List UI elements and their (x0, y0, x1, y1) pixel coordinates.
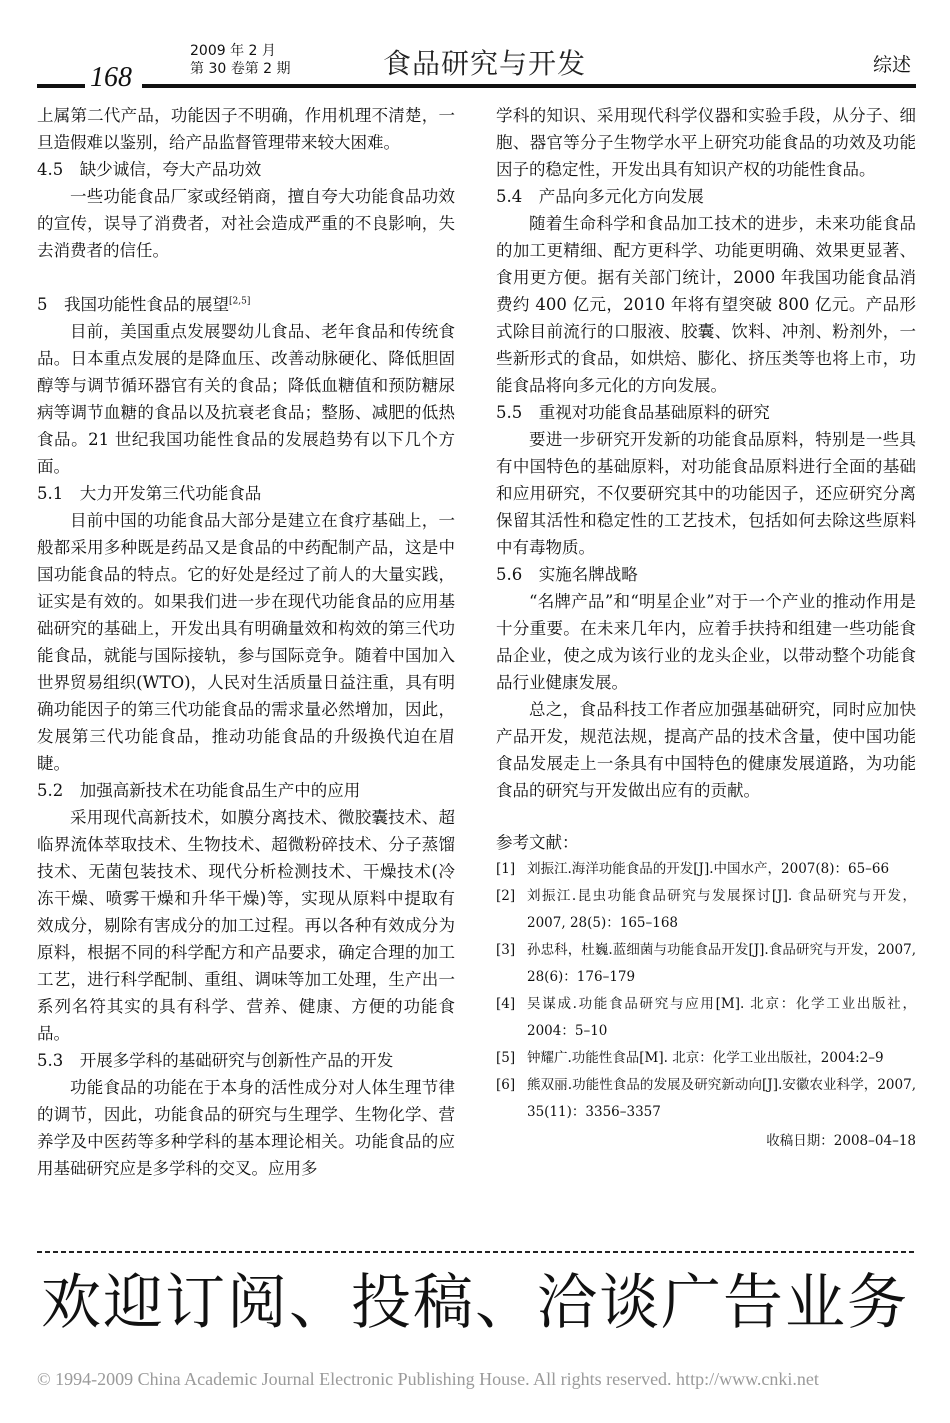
references-heading: 参考文献： (496, 833, 579, 852)
paragraph: 要进一步研究开发新的功能食品原料，特别是一些具有中国特色的基础原料，对功能食品原料进行全面的基础和应用研究，不仅要研究其中的功能因子，还应研究分离保留其活性和稳定性的工艺技术，包括如何去除这些原料中有毒物质。 (496, 430, 916, 557)
reference-number: [4] (496, 996, 516, 1012)
reference-item (496, 1045, 916, 1072)
subscription-banner: 欢迎订阅、投稿、洽谈广告业务 (41, 1268, 909, 1338)
reference-list (496, 856, 916, 1126)
header-rule-right (142, 84, 916, 88)
page-header (0, 0, 950, 100)
reference-item (496, 937, 916, 991)
section-heading-5-1: 5.1 大力开发第三代功能食品 (37, 484, 262, 503)
journal-title: 食品研究与开发 (383, 47, 587, 80)
paragraph: 功能食品的功能在于本身的活性成分对人体生理节律的调节，因此，功能食品的研究与生理学、生物化学、营养学及中医药等多种学科的基本理论相关。功能食品的应用基础研究应是多学科的交叉。应用多 (37, 1078, 455, 1178)
reference-text: 熊双丽.功能性食品的发展及研究新动向[J].安徽农业科学，2007, 35(11)：3356–3357 (527, 1077, 916, 1120)
reference-number: [1] (496, 861, 516, 877)
reference-number: [5] (496, 1050, 516, 1066)
section-heading-5-5: 5.5 重视对功能食品基础原料的研究 (496, 403, 770, 422)
paragraph: 一些功能食品厂家或经销商，擅自夸大功能食品功效的宣传，误导了消费者，对社会造成严重的不良影响，失去消费者的信任。 (37, 187, 455, 260)
reference-text: 刘振江.海洋功能食品的开发[J].中国水产，2007(8)：65–66 (527, 861, 890, 877)
issue-info (190, 42, 291, 78)
section-heading-4-5: 4.5 缺少诚信，夸大产品功效 (37, 160, 262, 179)
page-number: 168 (90, 62, 132, 93)
reference-text: 刘振江.昆虫功能食品研究与发展探讨[J]. 食品研究与开发，2007, 28(5)：165–168 (527, 888, 916, 931)
paragraph: 总之，食品科技工作者应加强基础研究，同时应加快产品开发，规范法规，提高产品的技术含量，使中国功能食品发展走上一条具有中国特色的健康发展道路，为功能食品的研究与开发做出应有的贡献。 (496, 700, 916, 800)
section-heading-5-6: 5.6 实施名牌战略 (496, 565, 638, 584)
section-heading-5 (37, 291, 455, 318)
reference-number: [3] (496, 942, 516, 958)
citation-marker: [2,5] (229, 296, 251, 307)
section-heading-5-3: 5.3 开展多学科的基础研究与创新性产品的开发 (37, 1051, 394, 1070)
reference-item (496, 991, 916, 1045)
paragraph: 采用现代高新技术，如膜分离技术、微胶囊技术、超临界流体萃取技术、生物技术、超微粉碎技术、分子蒸馏技术、无菌包装技术、现代分析检测技术、干燥技术(冷冻干燥、喷雾干燥和升华干燥)等，实现从原料中提取有效成分，剔除有害成分的加工过程。再以各种有效成分为原料，根据不同的科学配方和产品要求，确定合理的加工工艺，进行科学配制、重组、调味等加工处理，生产出一系列名符其实的具有科学、营养、健康、方便的功能食品。 (37, 808, 455, 1043)
section-heading-5-2: 5.2 加强高新技术在功能食品生产中的应用 (37, 781, 361, 800)
section-heading-5-text: 5 我国功能性食品的展望 (37, 295, 229, 314)
copyright-footer: © 1994-2009 China Academic Journal Electronic Publishing House. All rights reserved. http://www.cnki.net (37, 1369, 819, 1389)
received-date: 收稿日期：2008–04–18 (766, 1133, 916, 1149)
right-column (496, 102, 916, 1155)
reference-number: [2] (496, 888, 516, 904)
section-label: 综述 (873, 54, 912, 76)
left-column (37, 102, 455, 1182)
dotted-divider (37, 1249, 915, 1255)
paragraph: 目前，美国重点发展婴幼儿食品、老年食品和传统食品。日本重点发展的是降血压、改善动脉硬化、降低胆固醇等与调节循环器官有关的食品；降低血糖值和预防糖尿病等调节血糖的食品以及抗衰老食品；整肠、减肥的低热食品。21 世纪我国功能性食品的发展趋势有以下几个方面。 (37, 322, 455, 476)
paragraph: “名牌产品”和“明星企业”对于一个产业的推动作用是十分重要。在未来几年内，应着手扶持和组建一些功能食品企业，使之成为该行业的龙头企业，以带动整个功能食品行业健康发展。 (496, 592, 916, 692)
reference-text: 孙忠科，杜巍.蓝细菌与功能食品开发[J].食品研究与开发，2007, 28(6)：176–179 (527, 942, 916, 985)
reference-item (496, 883, 916, 937)
reference-item (496, 856, 916, 883)
paragraph: 上属第二代产品，功能因子不明确，作用机理不清楚，一旦造假难以鉴别，给产品监督管理带来较大困难。 (37, 106, 455, 152)
reference-text: 吴谋成.功能食品研究与应用[M]. 北京：化学工业出版社，2004：5–10 (527, 996, 916, 1039)
header-rule-left (37, 84, 85, 88)
paragraph: 随着生命科学和食品加工技术的进步，未来功能食品的加工更精细、配方更科学、功能更明确、效果更显著、食用更方便。据有关部门统计，2000 年我国功能食品消费约 400 亿元，2010 年将有望突破 800 亿元。产品形式除目前流行的口服液、胶囊、饮料、冲剂、粉剂外，一些新形式的食品，如烘焙、膨化、挤压类等也将上市，功能食品将向多元化的方向发展。 (496, 214, 916, 395)
section-heading-5-4: 5.4 产品向多元化方向发展 (496, 187, 704, 206)
paragraph: 目前中国的功能食品大部分是建立在食疗基础上，一般都采用多种既是药品又是食品的中药配制产品，这是中国功能食品的特点。它的好处是经过了前人的大量实践，证实是有效的。如果我们进一步在现代功能食品的应用基础研究的基础上，开发出具有明确量效和构效的第三代功能食品，就能与国际接轨，参与国际竞争。随着中国加入世界贸易组织(WTO)，人民对生活质量日益注重，具有明确功能因子的第三代功能食品的需求量必然增加，因此，发展第三代功能食品，推动功能食品的升级换代迫在眉睫。 (37, 511, 455, 773)
reference-text: 钟耀广.功能性食品[M]. 北京：化学工业出版社，2004:2–9 (527, 1050, 884, 1066)
reference-item (496, 1072, 916, 1126)
reference-number: [6] (496, 1077, 516, 1093)
paragraph: 学科的知识、采用现代科学仪器和实验手段，从分子、细胞、器官等分子生物学水平上研究功能食品的功效及功能因子的稳定性，开发出具有知识产权的功能性食品。 (496, 106, 916, 179)
issue-volume: 第 30 卷第 2 期 (190, 61, 291, 77)
issue-date: 2009 年 2 月 (190, 43, 276, 59)
